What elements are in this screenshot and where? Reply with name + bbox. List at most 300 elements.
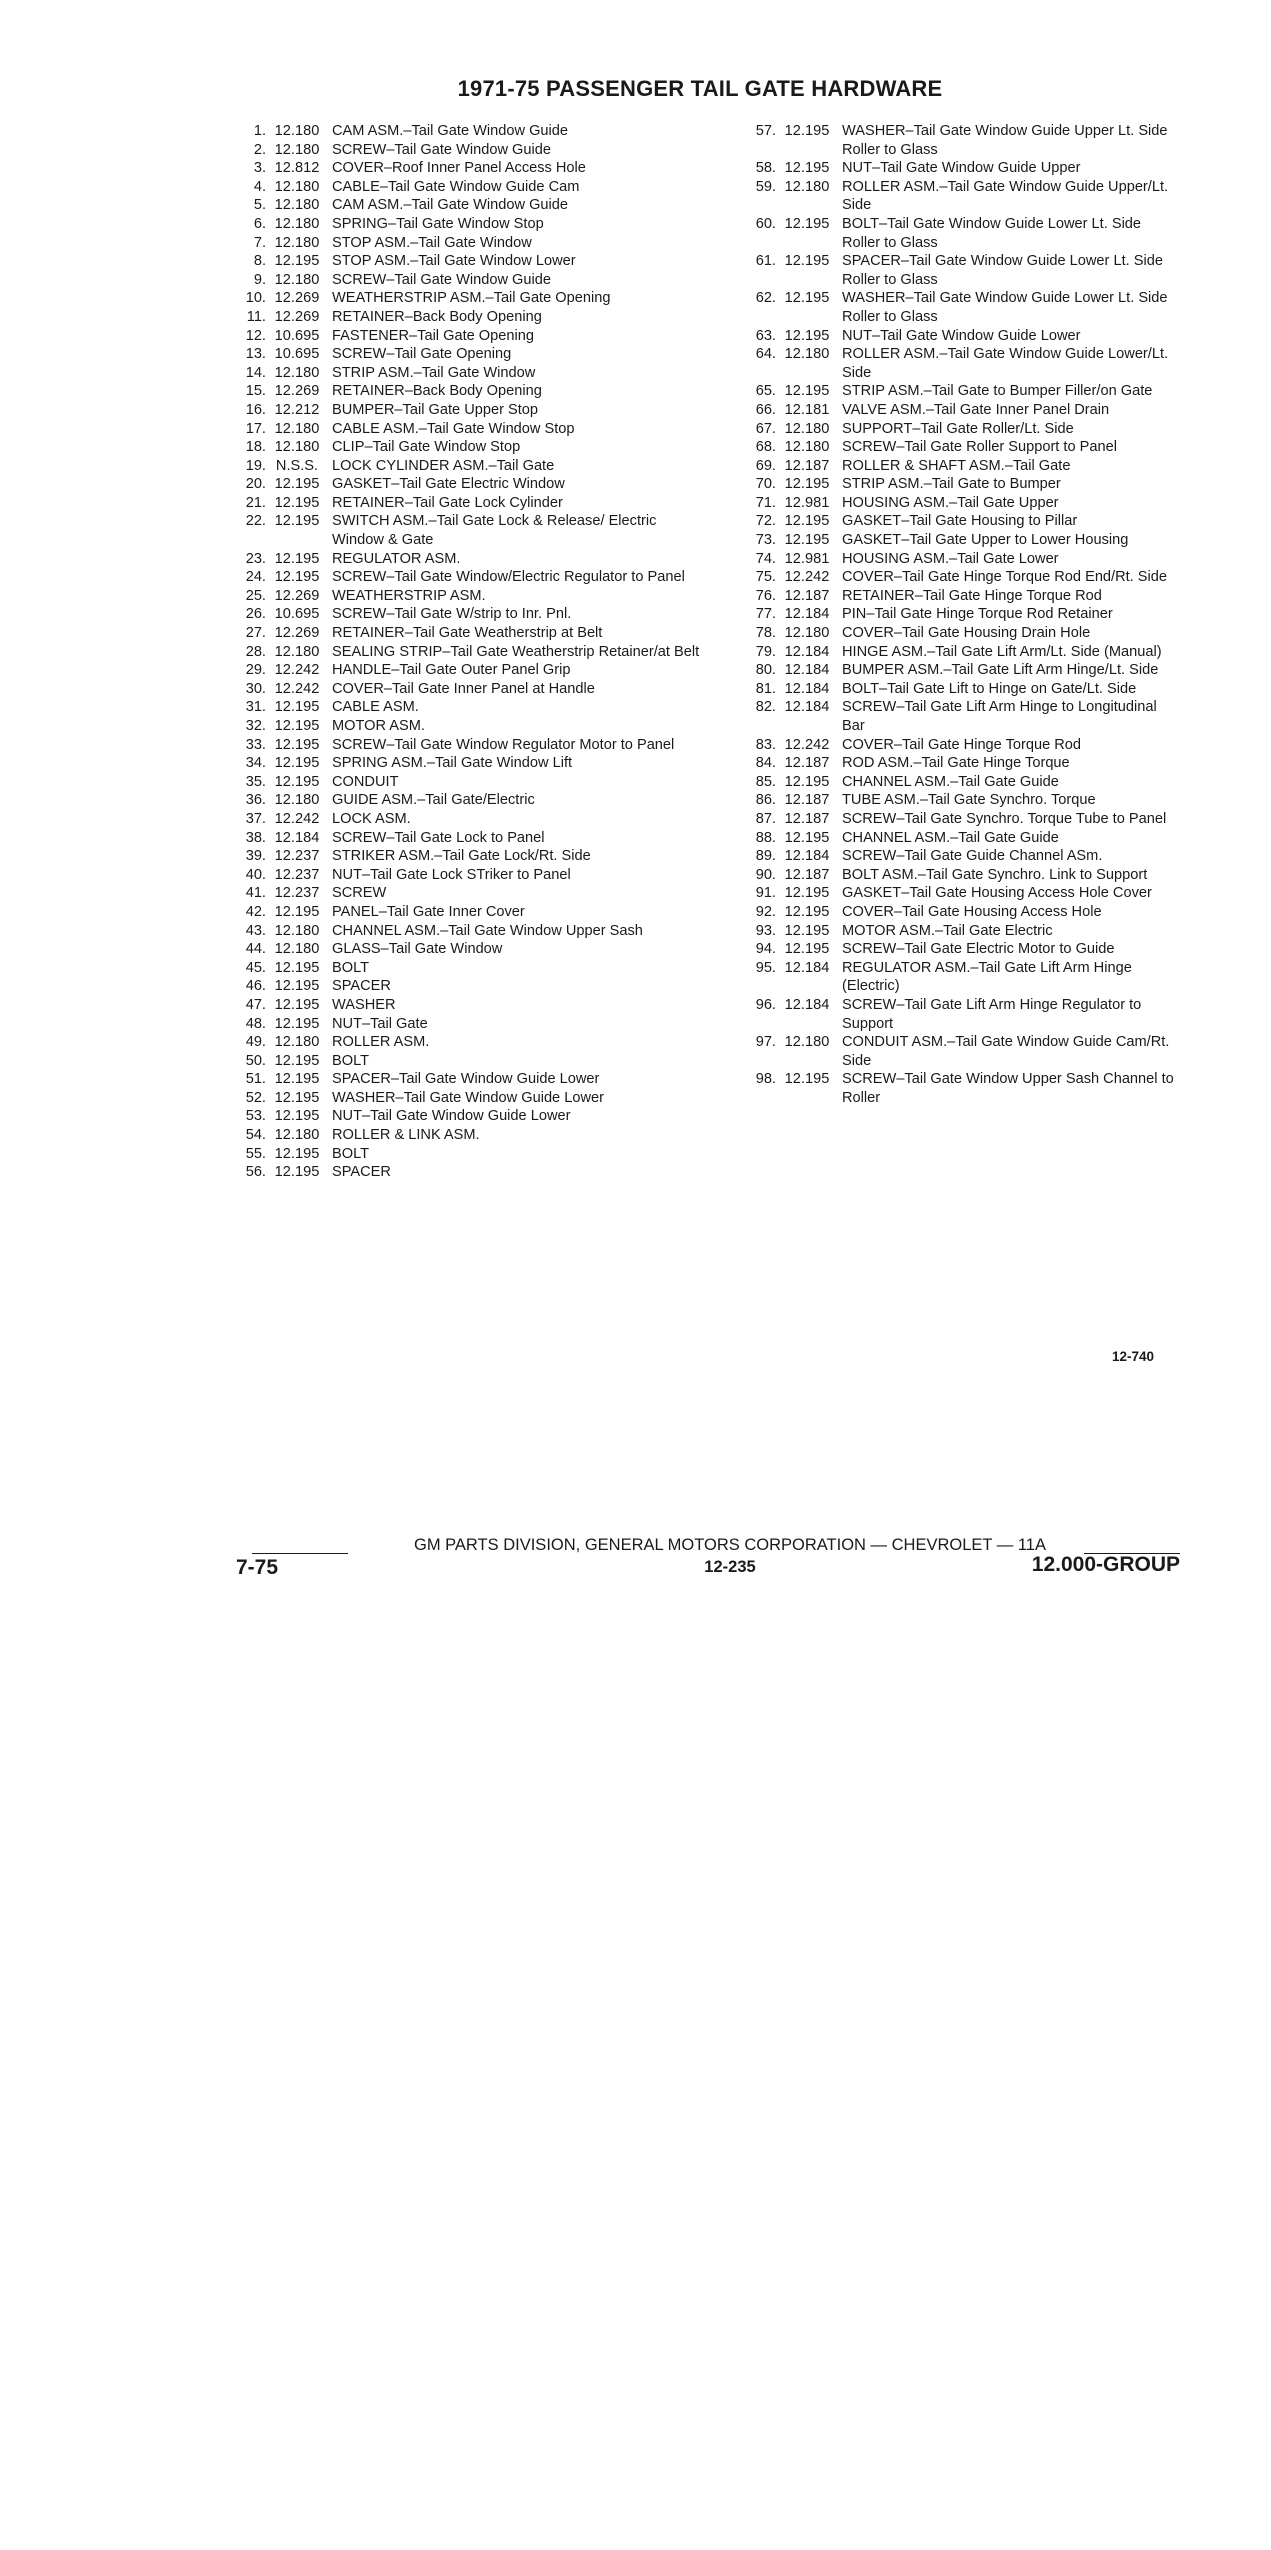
item-number: 85.	[755, 773, 776, 790]
item-group-code: 12.180	[784, 178, 830, 195]
list-item	[740, 1070, 1180, 1107]
item-number: 50.	[245, 1052, 266, 1069]
list-item	[230, 159, 710, 178]
list-item	[740, 252, 1180, 289]
item-number: 30.	[245, 680, 266, 697]
item-description: SCREW	[332, 885, 387, 902]
list-item	[230, 512, 710, 549]
list-item	[740, 512, 1180, 531]
list-item	[230, 1052, 710, 1071]
item-description: WASHER	[332, 996, 396, 1013]
item-group-code: 12.180	[784, 420, 830, 437]
item-number: 62.	[755, 290, 776, 307]
footer-publisher: GM PARTS DIVISION, GENERAL MOTORS CORPORATION — CHEVROLET — 11A	[413, 1536, 1046, 1554]
item-description: BOLT–Tail Gate Lift to Hinge on Gate/Lt. Side	[842, 680, 1137, 697]
item-group-code: 12.180	[274, 792, 320, 809]
list-item	[230, 1070, 710, 1089]
list-item	[740, 122, 1180, 159]
footer-group: 12.000-GROUP	[1031, 1553, 1180, 1576]
item-group-code: 12.195	[274, 1071, 320, 1088]
item-group-code: 10.695	[274, 606, 320, 623]
item-number: 68.	[755, 439, 776, 456]
list-item	[740, 754, 1180, 773]
list-item	[230, 661, 710, 680]
list-item	[740, 829, 1180, 848]
item-group-code: 12.180	[784, 346, 830, 363]
item-description: SPACER–Tail Gate Window Guide Lower	[332, 1071, 600, 1088]
item-description: COVER–Roof Inner Panel Access Hole	[332, 160, 586, 177]
item-number: 73.	[755, 532, 776, 549]
list-item	[740, 568, 1180, 587]
item-group-code: 12.184	[784, 643, 830, 660]
footer-date: 7-75	[236, 1556, 279, 1579]
list-item	[740, 698, 1180, 735]
item-group-code: 12.195	[784, 903, 830, 920]
item-number: 27.	[245, 625, 266, 642]
item-description: GASKET–Tail Gate Upper to Lower Housing	[842, 532, 1129, 549]
item-description: ROLLER & LINK ASM.	[332, 1127, 480, 1144]
list-item	[230, 308, 710, 327]
item-description: GASKET–Tail Gate Housing Access Hole Cover	[842, 885, 1152, 902]
list-item	[230, 624, 710, 643]
item-description: CHANNEL ASM.–Tail Gate Guide	[842, 829, 1059, 846]
item-number: 31.	[245, 699, 266, 716]
item-group-code: 12.187	[784, 587, 830, 604]
list-item	[230, 457, 710, 476]
item-description: MOTOR ASM.	[332, 718, 425, 734]
item-number: 90.	[755, 866, 776, 883]
item-number: 80.	[755, 662, 776, 679]
item-group-code: 12.195	[274, 1089, 320, 1106]
item-description: BOLT	[332, 959, 370, 976]
list-item	[230, 1126, 710, 1145]
item-description: BOLT ASM.–Tail Gate Synchro. Link to Support	[842, 866, 1148, 883]
item-description: PIN–Tail Gate Hinge Torque Rod Retainer	[842, 606, 1113, 623]
item-description: TUBE ASM.–Tail Gate Synchro. Torque	[842, 792, 1096, 809]
item-number: 47.	[245, 996, 266, 1013]
item-description: CAM ASM.–Tail Gate Window Guide	[332, 197, 569, 214]
list-item	[230, 736, 710, 755]
item-description: SCREW–Tail Gate W/strip to Inr. Pnl.	[332, 606, 572, 623]
item-group-code: 12.242	[784, 736, 830, 753]
item-number: 35.	[245, 773, 266, 790]
item-group-code: 12.184	[784, 959, 830, 976]
item-description: RETAINER–Tail Gate Lock Cylinder	[332, 494, 563, 511]
list-item	[230, 680, 710, 699]
list-item	[740, 345, 1180, 382]
item-group-code: 12.180	[274, 420, 320, 437]
item-group-code: 12.180	[274, 364, 320, 381]
item-number: 63.	[755, 327, 776, 344]
item-description: NUT–Tail Gate Window Guide Upper	[842, 160, 1081, 177]
item-description: COVER–Tail Gate Inner Panel at Handle	[332, 680, 595, 697]
list-item	[740, 382, 1180, 401]
item-description: HOUSING ASM.–Tail Gate Lower	[842, 550, 1059, 567]
item-number: 89.	[755, 848, 776, 865]
item-description: CONDUIT	[332, 773, 399, 790]
list-item	[740, 215, 1180, 252]
item-group-code: 12.195	[784, 290, 830, 307]
item-group-code: 12.195	[274, 569, 320, 586]
list-item	[230, 959, 710, 978]
item-description: GASKET–Tail Gate Electric Window	[332, 476, 565, 493]
item-group-code: 12.180	[274, 197, 320, 214]
list-item	[740, 996, 1180, 1033]
list-item	[230, 420, 710, 439]
item-group-code: N.S.S.	[275, 457, 319, 474]
item-description: RETAINER–Back Body Opening	[332, 383, 542, 400]
item-number: 98.	[755, 1071, 776, 1088]
parts-list-left	[230, 122, 710, 1182]
list-item	[230, 1145, 710, 1164]
list-item	[230, 289, 710, 308]
footer-rule-left	[252, 1553, 348, 1554]
item-number: 59.	[755, 178, 776, 195]
item-number: 45.	[245, 959, 266, 976]
list-item	[740, 624, 1180, 643]
item-group-code: 12.269	[274, 383, 320, 400]
item-description: STOP ASM.–Tail Gate Window Lower	[332, 253, 576, 270]
item-description: SCREW–Tail Gate Lock to Panel	[332, 829, 545, 846]
item-number: 37.	[245, 810, 266, 827]
item-group-code: 12.269	[274, 308, 320, 325]
item-number: 56.	[245, 1164, 266, 1181]
item-group-code: 12.180	[784, 625, 830, 642]
list-item	[230, 568, 710, 587]
item-description: SCREW–Tail Gate Roller Support to Panel	[842, 439, 1117, 456]
item-group-code: 12.195	[784, 773, 830, 790]
item-group-code: 12.269	[274, 290, 320, 307]
item-description: BOLT–Tail Gate Window Guide Lower Lt. Side Roller to Glass	[842, 215, 1142, 251]
item-group-code: 12.187	[784, 810, 830, 827]
item-group-code: 12.195	[784, 1071, 830, 1088]
item-description: CABLE–Tail Gate Window Guide Cam	[332, 178, 580, 195]
item-group-code: 12.195	[784, 215, 830, 232]
page-title: 1971-75 PASSENGER TAIL GATE HARDWARE	[457, 76, 943, 101]
item-group-code: 12.180	[784, 1034, 830, 1051]
list-item	[740, 178, 1180, 215]
item-description: WEATHERSTRIP ASM.	[332, 587, 486, 604]
item-description: SEALING STRIP–Tail Gate Weatherstrip Retainer/at Belt	[332, 643, 700, 660]
item-description: ROD ASM.–Tail Gate Hinge Torque	[842, 755, 1070, 772]
list-item	[740, 680, 1180, 699]
item-description: CLIP–Tail Gate Window Stop	[332, 439, 521, 456]
item-description: SCREW–Tail Gate Window Upper Sash Channel to Roller	[842, 1071, 1174, 1106]
parts-list-right	[740, 122, 1180, 1107]
item-description: RETAINER–Tail Gate Weatherstrip at Belt	[332, 625, 603, 642]
item-description: NUT–Tail Gate Lock STriker to Panel	[332, 866, 571, 883]
item-description: SWITCH ASM.–Tail Gate Lock & Release/ Electric Window & Gate	[332, 513, 657, 549]
item-group-code: 12.195	[784, 383, 830, 400]
item-number: 87.	[755, 810, 776, 827]
item-description: CABLE ASM.	[332, 699, 419, 716]
item-number: 36.	[245, 792, 266, 809]
item-number: 91.	[755, 885, 776, 902]
item-group-code: 12.237	[274, 885, 320, 902]
item-description: WEATHERSTRIP ASM.–Tail Gate Opening	[332, 290, 611, 307]
item-description: ROLLER ASM.–Tail Gate Window Guide Upper/Lt. Side	[842, 178, 1169, 214]
item-number: 22.	[245, 513, 266, 530]
item-group-code: 12.195	[274, 550, 320, 567]
item-description: HANDLE–Tail Gate Outer Panel Grip	[332, 662, 571, 679]
list-item	[230, 866, 710, 885]
item-description: NUT–Tail Gate	[332, 1015, 428, 1032]
item-number: 61.	[755, 253, 776, 270]
list-item	[740, 773, 1180, 792]
item-description: STRIP ASM.–Tail Gate to Bumper	[842, 476, 1061, 493]
list-item	[740, 884, 1180, 903]
item-group-code: 12.180	[274, 234, 320, 251]
item-group-code: 12.269	[274, 587, 320, 604]
item-number: 67.	[755, 420, 776, 437]
item-group-code: 12.180	[274, 1034, 320, 1051]
item-description: SCREW–Tail Gate Window/Electric Regulator to Panel	[332, 569, 685, 586]
item-number: 8.	[253, 253, 266, 270]
item-group-code: 12.195	[274, 1015, 320, 1032]
list-item	[230, 605, 710, 624]
item-description: BUMPER–Tail Gate Upper Stop	[332, 401, 539, 418]
item-number: 81.	[755, 680, 776, 697]
list-item	[230, 940, 710, 959]
list-item	[740, 531, 1180, 550]
list-item	[230, 234, 710, 253]
item-group-code: 12.180	[274, 643, 320, 660]
list-item	[230, 401, 710, 420]
list-item	[230, 791, 710, 810]
item-number: 26.	[245, 606, 266, 623]
item-number: 49.	[245, 1034, 266, 1051]
item-number: 20.	[245, 476, 266, 493]
item-number: 71.	[755, 494, 776, 511]
item-number: 54.	[245, 1127, 266, 1144]
item-number: 66.	[755, 401, 776, 418]
item-description: COVER–Tail Gate Housing Access Hole	[842, 903, 1102, 920]
list-item	[230, 977, 710, 996]
list-item	[230, 847, 710, 866]
item-number: 69.	[755, 457, 776, 474]
item-group-code: 12.195	[784, 253, 830, 270]
list-item	[230, 773, 710, 792]
list-item	[740, 959, 1180, 996]
item-group-code: 12.195	[274, 959, 320, 976]
item-group-code: 12.184	[784, 662, 830, 679]
item-number: 42.	[245, 903, 266, 920]
list-item	[740, 1033, 1180, 1070]
item-group-code: 12.812	[274, 160, 320, 177]
list-item	[230, 271, 710, 290]
item-number: 7.	[253, 234, 266, 251]
list-item	[230, 327, 710, 346]
item-number: 64.	[755, 346, 776, 363]
item-number: 5.	[253, 197, 266, 214]
list-item	[740, 791, 1180, 810]
item-number: 79.	[755, 643, 776, 660]
item-group-code: 12.180	[784, 439, 830, 456]
item-description: STOP ASM.–Tail Gate Window	[332, 234, 532, 251]
item-group-code: 12.187	[784, 755, 830, 772]
list-item	[230, 922, 710, 941]
list-item	[740, 401, 1180, 420]
item-number: 82.	[755, 699, 776, 716]
list-item	[230, 252, 710, 271]
item-group-code: 12.184	[784, 606, 830, 623]
item-number: 93.	[755, 922, 776, 939]
item-group-code: 12.237	[274, 866, 320, 883]
item-number: 4.	[253, 178, 266, 195]
list-item	[740, 494, 1180, 513]
item-group-code: 12.195	[274, 1108, 320, 1125]
item-description: CHANNEL ASM.–Tail Gate Window Upper Sash	[332, 922, 643, 939]
item-description: SCREW–Tail Gate Lift Arm Hinge Regulator to Support	[842, 996, 1142, 1032]
item-description: WASHER–Tail Gate Window Guide Upper Lt. Side Roller to Glass	[842, 123, 1168, 158]
figure-reference: 12-740	[1112, 1349, 1155, 1364]
item-number: 17.	[245, 420, 266, 437]
list-item	[740, 159, 1180, 178]
list-item	[230, 829, 710, 848]
item-number: 83.	[755, 736, 776, 753]
list-item	[740, 438, 1180, 457]
item-number: 95.	[755, 959, 776, 976]
list-item	[230, 345, 710, 364]
item-number: 10.	[245, 290, 266, 307]
list-item	[740, 810, 1180, 829]
item-description: SCREW–Tail Gate Electric Motor to Guide	[842, 941, 1115, 958]
item-number: 15.	[245, 383, 266, 400]
list-item	[230, 643, 710, 662]
item-group-code: 12.195	[784, 327, 830, 344]
item-number: 41.	[245, 885, 266, 902]
list-item	[230, 1015, 710, 1034]
item-description: STRIP ASM.–Tail Gate to Bumper Filler/on Gate	[842, 383, 1153, 400]
item-group-code: 12.180	[274, 123, 320, 139]
item-number: 51.	[245, 1071, 266, 1088]
item-description: NUT–Tail Gate Window Guide Lower	[332, 1108, 571, 1125]
list-item	[230, 196, 710, 215]
item-description: WASHER–Tail Gate Window Guide Lower	[332, 1089, 604, 1106]
item-number: 21.	[245, 494, 266, 511]
item-description: VALVE ASM.–Tail Gate Inner Panel Drain	[842, 401, 1110, 418]
item-number: 52.	[245, 1089, 266, 1106]
item-group-code: 12.180	[274, 215, 320, 232]
item-group-code: 12.187	[784, 792, 830, 809]
item-group-code: 12.195	[274, 773, 320, 790]
item-group-code: 12.184	[784, 680, 830, 697]
item-number: 97.	[755, 1034, 776, 1051]
item-group-code: 12.242	[784, 569, 830, 586]
item-group-code: 12.195	[274, 903, 320, 920]
list-item	[230, 810, 710, 829]
list-item	[230, 1107, 710, 1126]
item-group-code: 12.180	[274, 178, 320, 195]
list-item	[740, 903, 1180, 922]
item-description: BOLT	[332, 1052, 370, 1069]
item-group-code: 12.195	[784, 123, 830, 139]
item-description: LOCK ASM.	[332, 810, 411, 827]
item-description: SCREW–Tail Gate Lift Arm Hinge to Longitudinal Bar	[842, 699, 1157, 734]
item-description: SCREW–Tail Gate Window Guide	[332, 141, 551, 158]
item-description: SPACER–Tail Gate Window Guide Lower Lt. Side Roller to Glass	[842, 253, 1163, 288]
item-group-code: 12.195	[274, 755, 320, 772]
item-description: LOCK CYLINDER ASM.–Tail Gate	[332, 457, 555, 474]
list-item	[230, 884, 710, 903]
item-number: 94.	[755, 941, 776, 958]
item-group-code: 12.184	[784, 848, 830, 865]
item-group-code: 12.195	[274, 476, 320, 493]
item-number: 18.	[245, 439, 266, 456]
item-description: CAM ASM.–Tail Gate Window Guide	[332, 123, 569, 139]
item-group-code: 12.242	[274, 810, 320, 827]
item-number: 76.	[755, 587, 776, 604]
item-group-code: 12.195	[274, 718, 320, 734]
item-description: ROLLER & SHAFT ASM.–Tail Gate	[842, 457, 1071, 474]
item-group-code: 12.195	[784, 941, 830, 958]
item-description: GUIDE ASM.–Tail Gate/Electric	[332, 792, 535, 809]
item-group-code: 12.184	[784, 996, 830, 1013]
list-item	[230, 382, 710, 401]
item-description: SUPPORT–Tail Gate Roller/Lt. Side	[842, 420, 1074, 437]
item-group-code: 12.195	[274, 1164, 320, 1181]
item-number: 44.	[245, 941, 266, 958]
item-number: 25.	[245, 587, 266, 604]
item-description: SPRING ASM.–Tail Gate Window Lift	[332, 755, 573, 772]
list-item	[740, 420, 1180, 439]
item-group-code: 12.195	[274, 253, 320, 270]
list-item	[740, 940, 1180, 959]
list-item	[230, 215, 710, 234]
item-group-code: 12.195	[274, 996, 320, 1013]
item-group-code: 12.187	[784, 866, 830, 883]
item-number: 6.	[253, 215, 266, 232]
item-description: ROLLER ASM.	[332, 1034, 430, 1051]
item-number: 65.	[755, 383, 776, 400]
item-number: 32.	[245, 718, 266, 734]
item-number: 75.	[755, 569, 776, 586]
item-group-code: 12.195	[274, 736, 320, 753]
item-number: 11.	[246, 308, 266, 325]
item-group-code: 12.184	[274, 829, 320, 846]
list-item	[740, 327, 1180, 346]
list-item	[230, 903, 710, 922]
item-number: 84.	[755, 755, 776, 772]
item-group-code: 10.695	[274, 327, 320, 344]
item-description: PANEL–Tail Gate Inner Cover	[332, 903, 525, 920]
item-number: 9.	[253, 271, 266, 288]
item-number: 3.	[253, 160, 266, 177]
item-number: 96.	[755, 996, 776, 1013]
list-item	[230, 1089, 710, 1108]
list-item	[740, 847, 1180, 866]
item-number: 55.	[245, 1145, 266, 1162]
item-group-code: 12.180	[274, 1127, 320, 1144]
list-item	[230, 438, 710, 457]
item-number: 23.	[245, 550, 266, 567]
item-number: 1.	[253, 123, 266, 139]
item-number: 16.	[245, 401, 266, 418]
item-description: CONDUIT ASM.–Tail Gate Window Guide Cam/Rt. Side	[842, 1034, 1170, 1069]
list-item	[230, 178, 710, 197]
item-number: 34.	[245, 755, 266, 772]
item-group-code: 12.180	[274, 922, 320, 939]
item-number: 12.	[245, 327, 266, 344]
item-description: COVER–Tail Gate Hinge Torque Rod End/Rt. Side	[842, 569, 1168, 586]
item-number: 46.	[245, 978, 266, 995]
item-description: MOTOR ASM.–Tail Gate Electric	[842, 922, 1053, 939]
item-group-code: 12.195	[274, 978, 320, 995]
item-description: SCREW–Tail Gate Window Regulator Motor to Panel	[332, 736, 675, 753]
list-item	[740, 643, 1180, 662]
item-group-code: 12.180	[274, 941, 320, 958]
item-group-code: 12.195	[274, 494, 320, 511]
